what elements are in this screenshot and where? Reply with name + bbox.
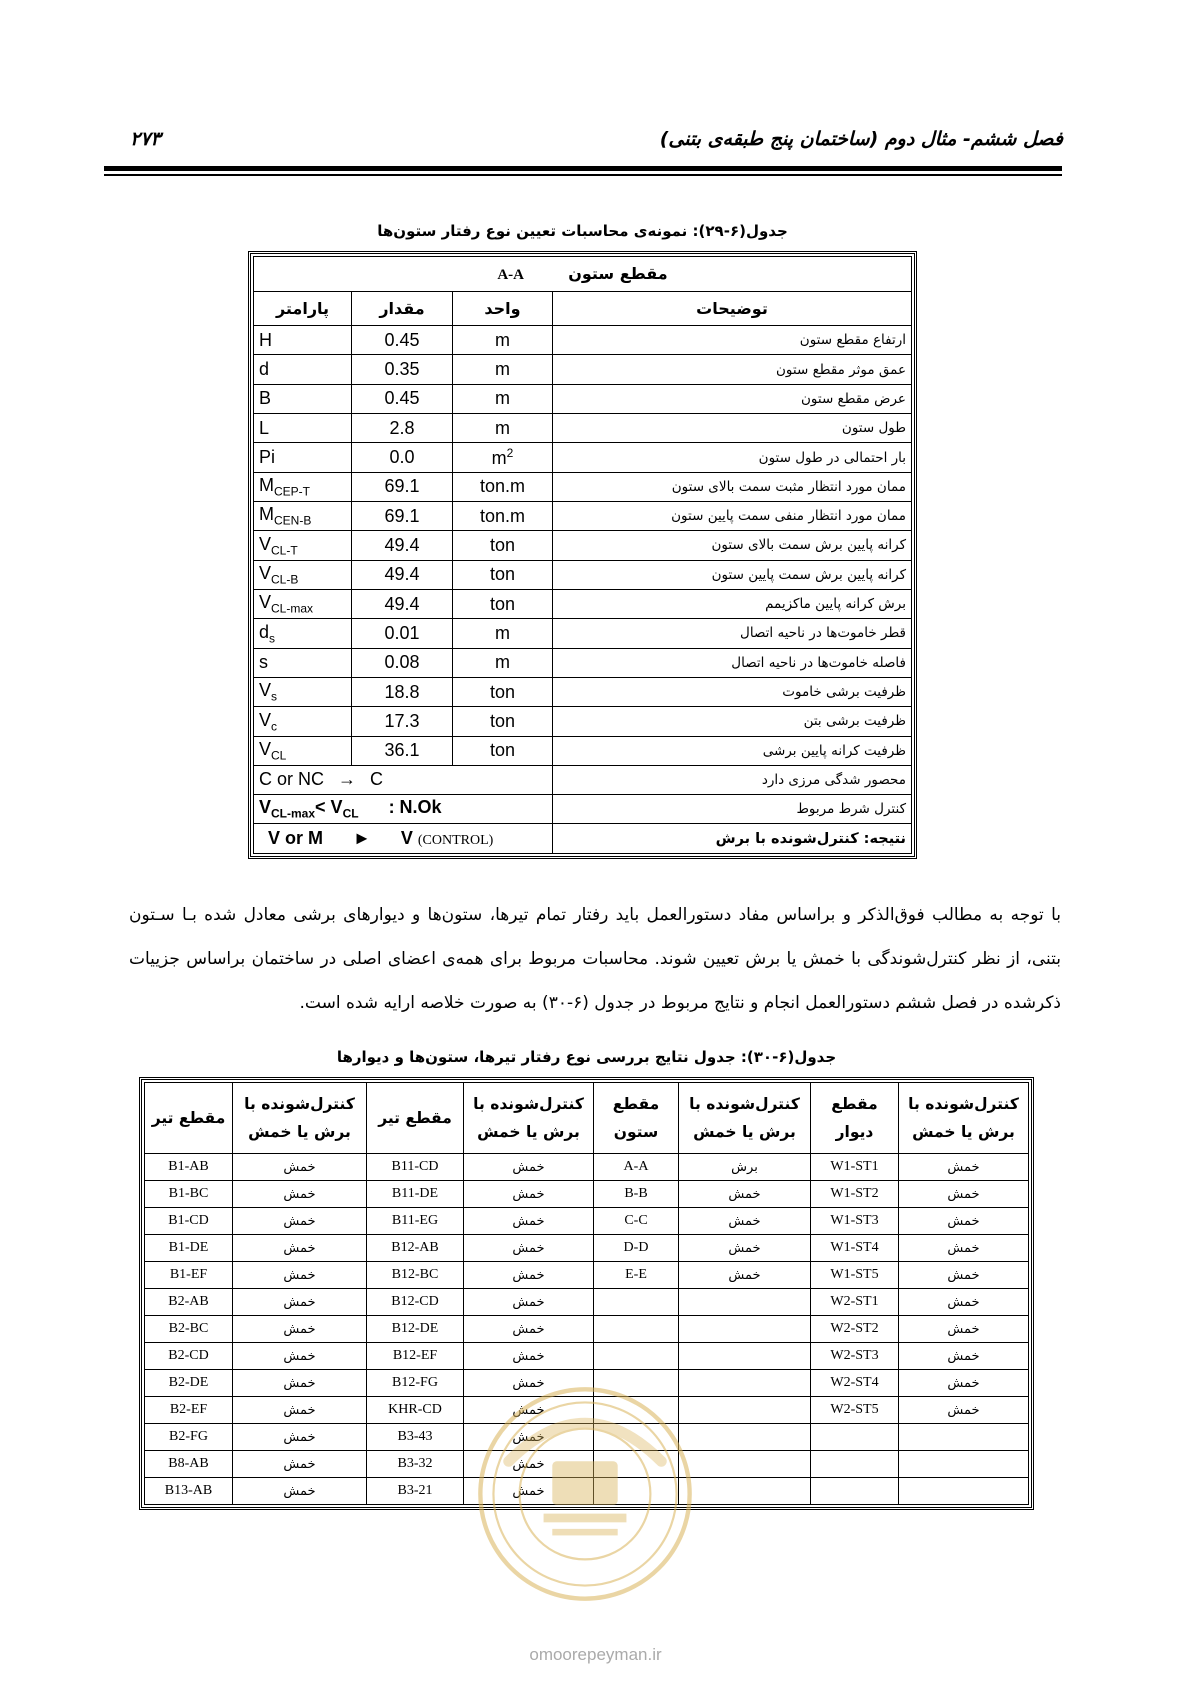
section-cell: B3-21 bbox=[367, 1478, 464, 1505]
param-cell bbox=[254, 648, 352, 677]
unit-cell bbox=[453, 472, 553, 501]
value-cell: 0.08 bbox=[352, 648, 453, 677]
behavior-cell: خمش bbox=[679, 1208, 811, 1235]
section-value: A-A bbox=[497, 266, 525, 283]
result-control: (CONTROL) bbox=[417, 833, 494, 849]
table2-header-cell: مقطع تیر bbox=[367, 1083, 464, 1154]
table2-header-row bbox=[145, 1083, 1029, 1154]
param-cell bbox=[254, 677, 352, 706]
desc-cell: برش کرانه پایین ماکزیمم bbox=[553, 589, 912, 618]
section-cell: B2-CD bbox=[145, 1343, 233, 1370]
param-subscript: CEP-T bbox=[274, 484, 310, 499]
section-cell: B12-EF bbox=[367, 1343, 464, 1370]
section-cell: B1-CD bbox=[145, 1208, 233, 1235]
unit-cell bbox=[453, 502, 553, 531]
table2-caption: جدول(۶-۳۰): جدول نتایج بررسی نوع رفتار تیرها، ستون‌ها و دیوارها bbox=[336, 1048, 837, 1066]
behavior-cell: خمش bbox=[679, 1262, 811, 1289]
section-cell: W1-ST2 bbox=[811, 1181, 899, 1208]
behavior-cell: خمش bbox=[464, 1181, 594, 1208]
section-cell: W2-ST1 bbox=[811, 1289, 899, 1316]
unit-cell bbox=[453, 560, 553, 589]
param-subscript: s bbox=[269, 631, 276, 646]
unit-cell bbox=[453, 531, 553, 560]
section-cell: W2-ST5 bbox=[811, 1397, 899, 1424]
table1-row bbox=[254, 619, 912, 648]
section-cell: KHR-CD bbox=[367, 1397, 464, 1424]
desc-cell: بار احتمالی در طول ستون bbox=[553, 443, 912, 472]
param-symbol: L bbox=[259, 417, 270, 438]
table1-row bbox=[254, 414, 912, 443]
param-symbol: H bbox=[259, 329, 272, 350]
param-cell bbox=[254, 707, 352, 736]
behavior-cell: خمش bbox=[464, 1154, 594, 1181]
param-subscript: CL-T bbox=[271, 543, 298, 558]
unit-cell bbox=[453, 648, 553, 677]
unit-cell bbox=[453, 384, 553, 413]
behavior-cell: خمش bbox=[233, 1181, 367, 1208]
confinement-cell bbox=[254, 765, 553, 794]
behavior-cell bbox=[679, 1316, 811, 1343]
check-cell bbox=[254, 795, 553, 824]
section-cell: W2-ST2 bbox=[811, 1316, 899, 1343]
value-cell: 69.1 bbox=[352, 472, 453, 501]
table1-caption: جدول(۶-۲۹): نمونه‌ی محاسبات تعیین نوع رفتار ستون‌ها bbox=[377, 222, 788, 240]
unit-text: ton bbox=[489, 564, 516, 585]
table1-row bbox=[254, 502, 912, 531]
behavior-cell: خمش bbox=[233, 1424, 367, 1451]
param-cell bbox=[254, 502, 352, 531]
desc-cell: فاصله خاموت‌ها در ناحیه اتصال bbox=[553, 648, 912, 677]
unit-text: m bbox=[495, 359, 510, 380]
unit-cell bbox=[453, 677, 553, 706]
behavior-cell: خمش bbox=[464, 1478, 594, 1505]
behavior-cell bbox=[679, 1289, 811, 1316]
param-cell bbox=[254, 443, 352, 472]
table1-row bbox=[254, 648, 912, 677]
unit-text: ton bbox=[489, 740, 516, 761]
behavior-cell: خمش bbox=[464, 1451, 594, 1478]
header-value: مقدار bbox=[352, 291, 453, 326]
section-cell: B1-BC bbox=[145, 1181, 233, 1208]
unit-text: m bbox=[495, 329, 510, 350]
behavior-cell: خمش bbox=[233, 1478, 367, 1505]
section-cell: W1-ST4 bbox=[811, 1235, 899, 1262]
value-cell: 0.45 bbox=[352, 384, 453, 413]
behavior-cell: خمش bbox=[899, 1262, 1029, 1289]
section-cell bbox=[811, 1424, 899, 1451]
table2-header-cell: مقطع دیوار bbox=[811, 1083, 899, 1154]
unit-text: m bbox=[495, 622, 510, 643]
section-label: مقطع ستون bbox=[568, 263, 668, 283]
section-cell: W2-ST3 bbox=[811, 1343, 899, 1370]
param-cell bbox=[254, 619, 352, 648]
section-cell: B3-43 bbox=[367, 1424, 464, 1451]
section-cell: B2-FG bbox=[145, 1424, 233, 1451]
unit-cell bbox=[453, 326, 553, 355]
section-cell: B11-DE bbox=[367, 1181, 464, 1208]
unit-text: ton bbox=[489, 710, 516, 731]
param-symbol: V bbox=[259, 592, 272, 613]
section-cell: B8-AB bbox=[145, 1451, 233, 1478]
header-desc: توضیحات bbox=[553, 291, 912, 326]
behavior-cell: خمش bbox=[464, 1343, 594, 1370]
behavior-cell bbox=[899, 1478, 1029, 1505]
param-subscript: CEN-B bbox=[274, 513, 312, 528]
behavior-cell: خمش bbox=[233, 1397, 367, 1424]
param-symbol: Pi bbox=[259, 447, 276, 468]
table1-row bbox=[254, 384, 912, 413]
section-cell: B3-32 bbox=[367, 1451, 464, 1478]
table1-row bbox=[254, 736, 912, 765]
section-cell: B11-CD bbox=[367, 1154, 464, 1181]
section-cell: B13-AB bbox=[145, 1478, 233, 1505]
confinement-row bbox=[254, 765, 912, 794]
value-cell: 0.45 bbox=[352, 326, 453, 355]
section-cell bbox=[594, 1316, 679, 1343]
param-symbol: s bbox=[259, 652, 268, 673]
behavior-cell: خمش bbox=[464, 1397, 594, 1424]
table2-header-cell: مقطع ستون bbox=[594, 1083, 679, 1154]
header-unit: واحد bbox=[453, 291, 553, 326]
param-cell bbox=[254, 472, 352, 501]
table2-row bbox=[145, 1181, 1029, 1208]
desc-cell: طول ستون bbox=[553, 414, 912, 443]
behavior-cell bbox=[679, 1397, 811, 1424]
section-cell: B2-AB bbox=[145, 1289, 233, 1316]
value-cell: 0.01 bbox=[352, 619, 453, 648]
desc-cell: قطر خاموت‌ها در ناحیه اتصال bbox=[553, 619, 912, 648]
unit-text: m bbox=[495, 652, 510, 673]
behavior-cell: خمش bbox=[899, 1181, 1029, 1208]
behavior-cell: خمش bbox=[233, 1235, 367, 1262]
param-symbol: V bbox=[259, 680, 272, 701]
behavior-cell: خمش bbox=[233, 1451, 367, 1478]
param-cell bbox=[254, 736, 352, 765]
table1-row bbox=[254, 355, 912, 384]
section-cell: B12-DE bbox=[367, 1316, 464, 1343]
param-cell bbox=[254, 414, 352, 443]
unit-text: ton bbox=[489, 681, 516, 702]
section-cell: B12-BC bbox=[367, 1262, 464, 1289]
section-cell: B12-FG bbox=[367, 1370, 464, 1397]
check-b-sub: CL bbox=[342, 807, 359, 822]
confinement-right: C bbox=[370, 769, 384, 790]
header-rule-thick bbox=[104, 166, 1062, 171]
value-cell: 49.4 bbox=[352, 589, 453, 618]
behavior-cell: خمش bbox=[899, 1397, 1029, 1424]
value-cell: 0.35 bbox=[352, 355, 453, 384]
param-subscript: s bbox=[271, 689, 278, 704]
behavior-cell: برش bbox=[679, 1154, 811, 1181]
table1-row bbox=[254, 677, 912, 706]
param-symbol: M bbox=[259, 504, 274, 525]
section-cell: B1-AB bbox=[145, 1154, 233, 1181]
table2-row bbox=[145, 1316, 1029, 1343]
param-cell bbox=[254, 326, 352, 355]
unit-cell bbox=[453, 414, 553, 443]
desc-cell: ظرفیت کرانه پایین برشی bbox=[553, 736, 912, 765]
behavior-cell: خمش bbox=[899, 1154, 1029, 1181]
unit-text: m bbox=[495, 388, 510, 409]
param-subscript: CL-B bbox=[271, 572, 299, 587]
unit-cell bbox=[453, 707, 553, 736]
behavior-cell: خمش bbox=[464, 1289, 594, 1316]
unit-cell bbox=[453, 443, 553, 472]
param-cell bbox=[254, 589, 352, 618]
table2-header-cell: کنترل‌شونده با برش یا خمش bbox=[899, 1083, 1029, 1154]
section-cell bbox=[811, 1478, 899, 1505]
behavior-cell: خمش bbox=[899, 1316, 1029, 1343]
param-symbol: V bbox=[259, 562, 272, 583]
behavior-cell bbox=[899, 1424, 1029, 1451]
check-a: V bbox=[259, 797, 272, 818]
table2-row bbox=[145, 1289, 1029, 1316]
result-left: V or M bbox=[268, 828, 324, 849]
value-cell: 2.8 bbox=[352, 414, 453, 443]
section-cell: A-A bbox=[594, 1154, 679, 1181]
behavior-cell: خمش bbox=[899, 1370, 1029, 1397]
check-row bbox=[254, 795, 912, 824]
table2-row bbox=[145, 1343, 1029, 1370]
behavior-cell: خمش bbox=[679, 1235, 811, 1262]
section-cell: B12-CD bbox=[367, 1289, 464, 1316]
behavior-cell: خمش bbox=[233, 1316, 367, 1343]
section-cell: B2-BC bbox=[145, 1316, 233, 1343]
value-cell: 0.0 bbox=[352, 443, 453, 472]
behavior-cell: خمش bbox=[464, 1262, 594, 1289]
table1-header-row bbox=[254, 291, 912, 326]
unit-cell bbox=[453, 736, 553, 765]
behavior-cell: خمش bbox=[464, 1235, 594, 1262]
table2-header-cell: کنترل‌شونده با برش یا خمش bbox=[233, 1083, 367, 1154]
table1-row bbox=[254, 531, 912, 560]
behavior-cell: خمش bbox=[464, 1316, 594, 1343]
table1-row bbox=[254, 560, 912, 589]
behavior-cell: خمش bbox=[233, 1154, 367, 1181]
seal-watermark-icon bbox=[476, 1385, 694, 1603]
section-cell: B12-AB bbox=[367, 1235, 464, 1262]
behavior-cell: خمش bbox=[464, 1370, 594, 1397]
param-cell bbox=[254, 560, 352, 589]
desc-cell: ارتفاع مقطع ستون bbox=[553, 326, 912, 355]
unit-text: ton.m bbox=[479, 505, 526, 526]
section-cell: W1-ST3 bbox=[811, 1208, 899, 1235]
section-cell: W1-ST5 bbox=[811, 1262, 899, 1289]
table1-row bbox=[254, 472, 912, 501]
unit-cell bbox=[453, 355, 553, 384]
section-cell: C-C bbox=[594, 1208, 679, 1235]
section-cell: W1-ST1 bbox=[811, 1154, 899, 1181]
behavior-cell: خمش bbox=[899, 1235, 1029, 1262]
result-desc: نتیجه: کنترل‌شونده با برش bbox=[553, 824, 912, 854]
param-cell bbox=[254, 355, 352, 384]
column-behavior-table bbox=[248, 251, 917, 859]
param-subscript: CL-max bbox=[271, 601, 314, 616]
table2-header-cell: کنترل‌شونده با برش یا خمش bbox=[679, 1083, 811, 1154]
result-row bbox=[254, 824, 912, 854]
chapter-title: فصل ششم- مثال دوم (ساختمان پنج طبقه‌ی بتنی) bbox=[659, 128, 1063, 150]
unit-text: m bbox=[491, 448, 507, 469]
behavior-cell: خمش bbox=[233, 1289, 367, 1316]
table1-section-row bbox=[254, 257, 912, 292]
desc-cell: کرانه پایین برش سمت پایین ستون bbox=[553, 560, 912, 589]
param-subscript: c bbox=[271, 719, 278, 734]
section-cell: B11-EG bbox=[367, 1208, 464, 1235]
behavior-cell bbox=[899, 1451, 1029, 1478]
param-symbol: V bbox=[259, 738, 272, 759]
param-symbol: d bbox=[259, 621, 270, 642]
value-cell: 69.1 bbox=[352, 502, 453, 531]
value-cell: 18.8 bbox=[352, 677, 453, 706]
value-cell: 17.3 bbox=[352, 707, 453, 736]
check-result: : N.Ok bbox=[388, 797, 442, 818]
desc-cell: ممان مورد انتظار منفی سمت پایین ستون bbox=[553, 502, 912, 531]
table2-row bbox=[145, 1154, 1029, 1181]
table1-row bbox=[254, 443, 912, 472]
behavior-cell: خمش bbox=[464, 1424, 594, 1451]
body-paragraph: با توجه به مطالب فوق‌الذکر و براساس مفاد دستورالعمل باید رفتار تمام تیرها، ستون‌ها و دیوارهای برشی معادل شده بـا سـتون بتنی، از نظر کنترل‌شوندگی با خمش یا برش تعیین شوند. محاسبات مربوط برای همه‌ی اعضای اصلی در ساختمان براساس جزییات ذکرشده در فصل ششم دستورالعمل انجام و نتایج مربوط در جدول (۶-۳۰) به صورت خلاصه ارایه شده است. bbox=[129, 905, 1061, 1013]
table1-row bbox=[254, 326, 912, 355]
section-cell: B2-DE bbox=[145, 1370, 233, 1397]
section-cell: B2-EF bbox=[145, 1397, 233, 1424]
desc-cell: عرض مقطع ستون bbox=[553, 384, 912, 413]
result-v: V bbox=[400, 828, 413, 849]
param-symbol: V bbox=[259, 533, 272, 554]
behavior-cell: خمش bbox=[679, 1181, 811, 1208]
table2-row bbox=[145, 1235, 1029, 1262]
section-cell: B-B bbox=[594, 1181, 679, 1208]
section-cell bbox=[811, 1451, 899, 1478]
header-param: پارامتر bbox=[254, 291, 352, 326]
value-cell: 49.4 bbox=[352, 531, 453, 560]
value-cell: 36.1 bbox=[352, 736, 453, 765]
unit-superscript: 2 bbox=[506, 446, 514, 461]
desc-cell: ظرفیت برشی خاموت bbox=[553, 677, 912, 706]
behavior-cell: خمش bbox=[233, 1343, 367, 1370]
desc-cell: ظرفیت برشی بتن bbox=[553, 707, 912, 736]
param-cell bbox=[254, 384, 352, 413]
desc-cell: عمق موثر مقطع ستون bbox=[553, 355, 912, 384]
behavior-cell bbox=[679, 1343, 811, 1370]
behavior-cell: خمش bbox=[899, 1289, 1029, 1316]
param-symbol: V bbox=[259, 709, 272, 730]
unit-text: m bbox=[495, 417, 510, 438]
behavior-cell: خمش bbox=[233, 1208, 367, 1235]
section-cell: B1-DE bbox=[145, 1235, 233, 1262]
behavior-cell bbox=[679, 1478, 811, 1505]
behavior-cell bbox=[679, 1451, 811, 1478]
section-cell: E-E bbox=[594, 1262, 679, 1289]
check-desc: کنترل شرط مربوط bbox=[553, 795, 912, 824]
behavior-cell: خمش bbox=[899, 1208, 1029, 1235]
check-lt: < V bbox=[315, 797, 343, 818]
behavior-cell: خمش bbox=[464, 1208, 594, 1235]
check-a-sub: CL-max bbox=[271, 807, 316, 822]
value-cell: 49.4 bbox=[352, 560, 453, 589]
section-cell: D-D bbox=[594, 1235, 679, 1262]
behavior-cell bbox=[679, 1370, 811, 1397]
site-watermark: omoorepeyman.ir bbox=[529, 1645, 662, 1664]
param-symbol: M bbox=[259, 475, 274, 496]
table2-row bbox=[145, 1208, 1029, 1235]
unit-text: ton bbox=[489, 593, 516, 614]
behavior-cell: خمش bbox=[233, 1262, 367, 1289]
table2-header-cell: مقطع تیر bbox=[145, 1083, 233, 1154]
table2-header-cell: کنترل‌شونده با برش یا خمش bbox=[464, 1083, 594, 1154]
section-cell bbox=[594, 1343, 679, 1370]
result-cell bbox=[254, 824, 553, 854]
table1-row bbox=[254, 707, 912, 736]
param-cell bbox=[254, 531, 352, 560]
param-subscript: CL bbox=[271, 748, 287, 763]
behavior-cell: خمش bbox=[233, 1370, 367, 1397]
section-cell: W2-ST4 bbox=[811, 1370, 899, 1397]
confinement-left: C or NC bbox=[259, 769, 325, 790]
desc-cell: ممان مورد انتظار مثبت سمت بالای ستون bbox=[553, 472, 912, 501]
unit-cell bbox=[453, 619, 553, 648]
param-symbol: d bbox=[259, 359, 270, 380]
unit-text: ton.m bbox=[479, 476, 526, 497]
arrow-icon: → bbox=[338, 769, 357, 790]
unit-cell bbox=[453, 589, 553, 618]
table2-row bbox=[145, 1262, 1029, 1289]
confinement-desc: محصور شدگی مرزی دارد bbox=[553, 765, 912, 794]
param-symbol: B bbox=[259, 388, 272, 409]
header-rule-thin bbox=[104, 174, 1062, 176]
page-number: ۲۷۳ bbox=[130, 128, 161, 150]
section-cell bbox=[594, 1289, 679, 1316]
behavior-cell: خمش bbox=[899, 1343, 1029, 1370]
behavior-cell bbox=[679, 1424, 811, 1451]
desc-cell: کرانه پایین برش سمت بالای ستون bbox=[553, 531, 912, 560]
table1-row bbox=[254, 589, 912, 618]
section-cell: B1-EF bbox=[145, 1262, 233, 1289]
unit-text: ton bbox=[489, 534, 516, 555]
play-arrow-icon: ► bbox=[353, 828, 371, 849]
